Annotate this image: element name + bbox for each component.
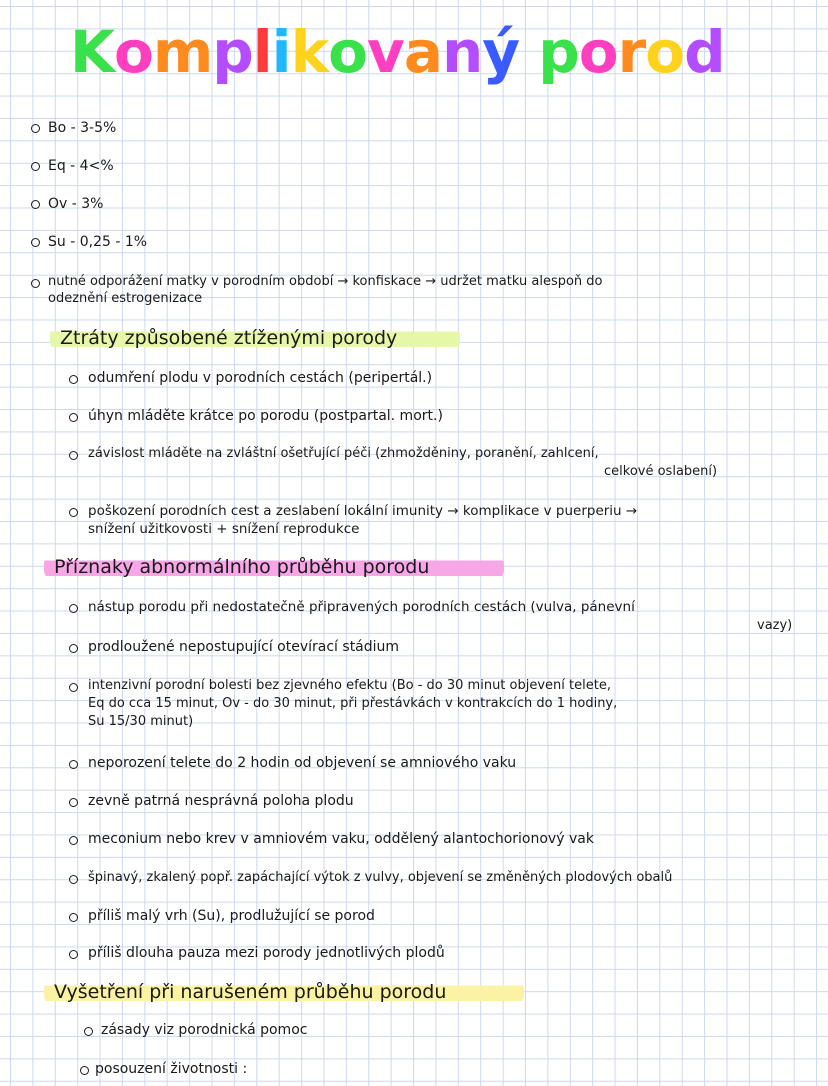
title-letter: d <box>684 18 725 86</box>
title-letter: o <box>113 18 153 86</box>
note-line-1: nutné odporážení matky v porodním období → konfiskace → udržet matku alespoň do <box>48 274 603 289</box>
section-heading-exam: Vyšetření při narušeném průběhu porodu <box>44 979 524 1005</box>
stat-bo: Bo - 3-5% <box>48 120 117 136</box>
bullet-icon <box>31 162 40 171</box>
title-letter: ý <box>482 18 520 86</box>
title-letter: v <box>367 18 404 86</box>
bullet-icon <box>80 1066 89 1075</box>
symptoms-item-1: nástup porodu při nedostatečně připravených porodních cestách (vulva, pánevní <box>88 599 635 615</box>
symptoms-item-5: zevně patrná nesprávná poloha plodu <box>88 793 354 809</box>
title-letter: o <box>645 18 685 86</box>
bullet-icon <box>69 913 78 922</box>
note-line-2: odeznění estrogenizace <box>48 291 203 306</box>
bullet-icon <box>69 451 78 460</box>
symptoms-item-9: příliš dlouha pauza mezi porody jednotlivých plodů <box>88 945 445 961</box>
page-title <box>70 12 725 92</box>
symptoms-item-6: meconium nebo krev v amniovém vaku, oddělený alantochorionový vak <box>88 831 594 847</box>
symptoms-item-4: neporození telete do 2 hodin od objevení se amniového vaku <box>88 755 517 771</box>
exam-item-2: posouzení životnosti : <box>95 1061 248 1077</box>
stat-ov: Ov - 3% <box>48 196 104 212</box>
title-letter: p <box>538 18 579 86</box>
losses-item-4: poškození porodních cest a zeslabení lokální imunity → komplikace v puerperiu → <box>88 503 638 519</box>
bullet-icon <box>69 950 78 959</box>
bullet-icon <box>69 508 78 517</box>
symptoms-item-3: intenzivní porodní bolesti bez zjevného efektu (Bo - do 30 minut objevení telete, <box>88 678 611 693</box>
bullet-icon <box>84 1027 93 1036</box>
section-heading-symptoms: Příznaky abnormálního průběhu porodu <box>44 554 504 580</box>
bullet-icon <box>31 279 40 288</box>
stat-su: Su - 0,25 - 1% <box>48 234 148 250</box>
symptoms-item-2: prodloužené nepostupující otevírací stádium <box>88 639 400 655</box>
losses-item-1: odumření plodu v porodních cestách (peripertál.) <box>88 370 433 386</box>
bullet-icon <box>69 604 78 613</box>
symptoms-item-1-cont: vazy) <box>757 618 793 633</box>
bullet-icon <box>31 200 40 209</box>
title-letter: l <box>252 18 272 86</box>
title-letter: p <box>212 18 253 86</box>
symptoms-item-7: špinavý, zkalený popř. zapáchající výtok z vulvy, objevení se změněných plodových obalů <box>88 870 673 885</box>
symptoms-item-8: příliš malý vrh (Su), prodlužující se porod <box>88 908 375 924</box>
bullet-icon <box>69 413 78 422</box>
bullet-icon <box>69 375 78 384</box>
title-letter: o <box>328 18 367 86</box>
bullet-icon <box>69 644 78 653</box>
section-heading-losses: Ztráty způsobené ztíženými porody <box>50 325 460 351</box>
title-letter: m <box>152 18 213 86</box>
symptoms-item-3-cont-2: Su 15/30 minut) <box>88 714 194 729</box>
bullet-icon <box>69 683 78 692</box>
symptoms-item-3-cont-1: Eq do cca 15 minut, Ov - do 30 minut, při přestávkách v kontrakcích do 1 hodiny, <box>88 696 618 711</box>
bullet-icon <box>69 798 78 807</box>
losses-item-3-cont: celkové oslabení) <box>604 464 718 479</box>
bullet-icon <box>69 875 78 884</box>
title-letter: r <box>617 18 646 86</box>
bullet-icon <box>69 836 78 845</box>
title-letter: k <box>290 18 329 86</box>
title-letter: a <box>403 18 442 86</box>
losses-item-2: úhyn mláděte krátce po porodu (postpartal. mort.) <box>88 408 443 424</box>
exam-item-1: zásady viz porodnická pomoc <box>101 1022 308 1038</box>
title-letter: n <box>441 18 483 86</box>
title-letter <box>519 12 538 92</box>
title-letter: i <box>271 18 291 86</box>
bullet-icon <box>31 124 40 133</box>
bullet-icon <box>69 760 78 769</box>
losses-item-4-cont: snížení užitkovosti + snížení reprodukce <box>88 521 360 537</box>
bullet-icon <box>31 238 40 247</box>
title-letter: o <box>578 18 618 86</box>
losses-item-3: závislost mláděte na zvláštní ošetřující péči (zhmožděniny, poranění, zahlcení, <box>88 446 599 461</box>
title-letter: K <box>70 18 114 86</box>
stat-eq: Eq - 4<% <box>48 158 114 174</box>
